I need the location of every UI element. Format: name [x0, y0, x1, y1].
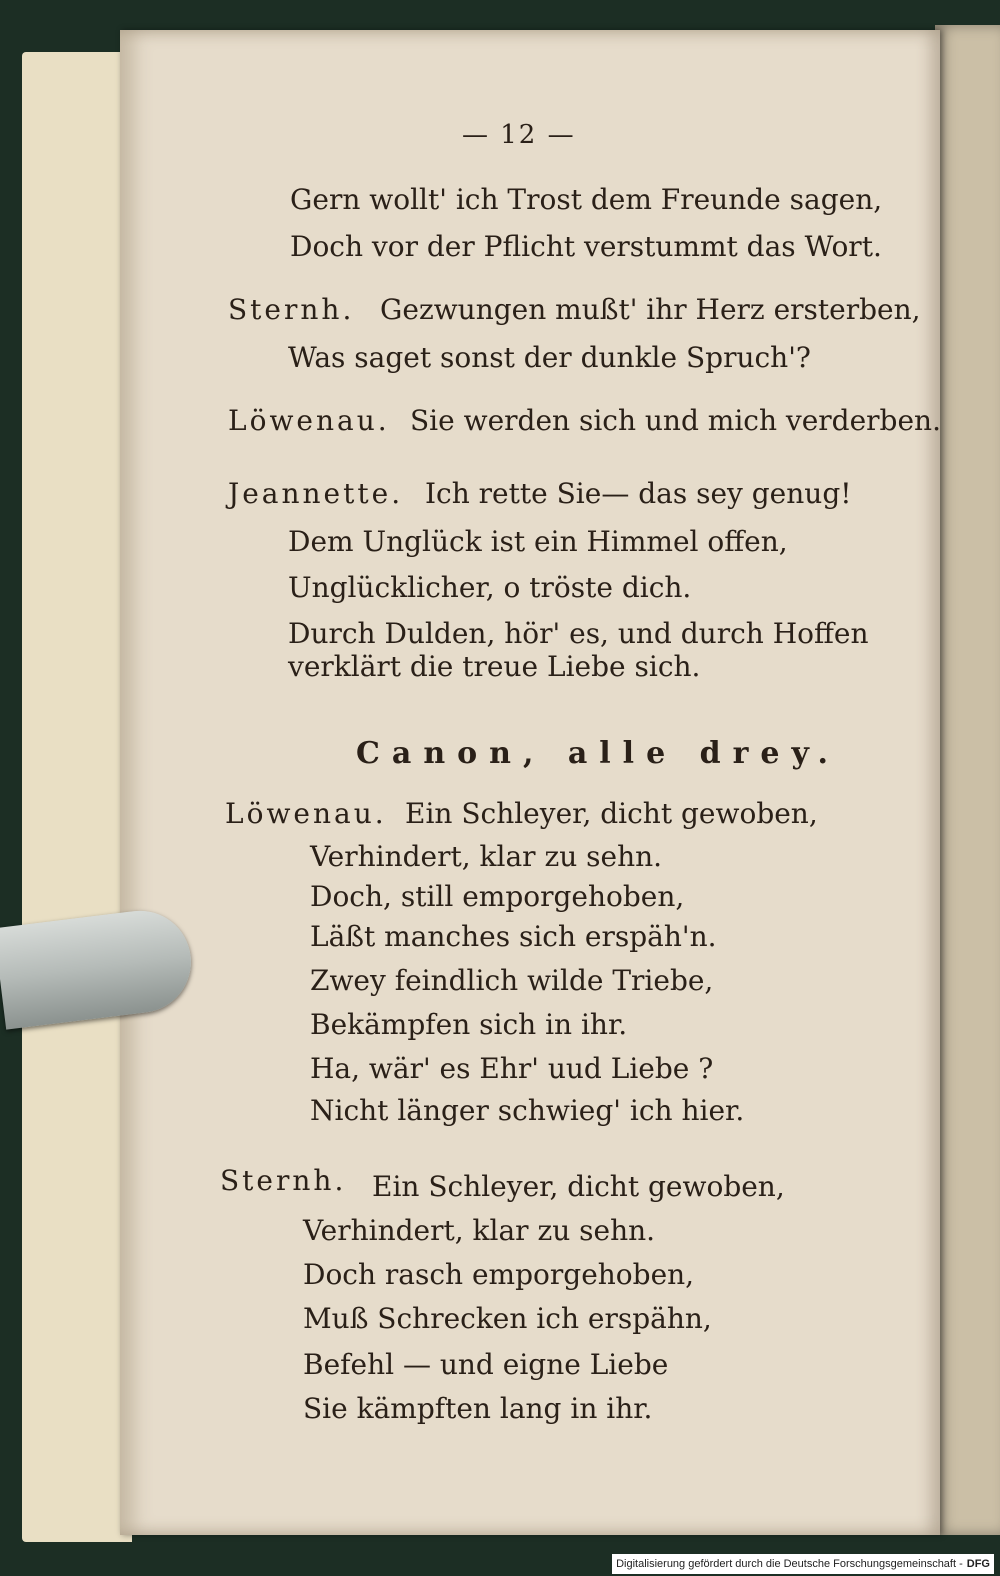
verse-line: Unglücklicher, o tröste dich.: [288, 571, 692, 604]
page-number: — 12 —: [462, 120, 576, 150]
verse-line: Was saget sonst der dunkle Spruch'?: [288, 341, 811, 374]
verse-line: Dem Unglück ist ein Himmel offen,: [288, 525, 788, 558]
section-heading: Canon, alle drey.: [356, 736, 840, 771]
speaker-name: Sternh.: [228, 293, 355, 326]
verse-line: verklärt die treue Liebe sich.: [288, 650, 701, 683]
verse-line: Doch vor der Pflicht verstummt das Wort.: [290, 230, 882, 263]
digitization-footer: [612, 1554, 994, 1574]
verse-line: Nicht länger schwieg' ich hier.: [310, 1094, 745, 1127]
verse-line: Ich rette Sie— das sey genug!: [425, 477, 852, 510]
facing-page-edge: [935, 25, 1000, 1535]
verse-line: Gezwungen mußt' ihr Herz ersterben,: [380, 293, 921, 326]
verse-line: Ha, wär' es Ehr' uud Liebe ?: [310, 1052, 714, 1085]
footer-text: Digitalisierung gefördert durch die Deutsche Forschungsgemeinschaft -: [616, 1558, 963, 1570]
verse-line: Ein Schleyer, dicht gewoben,: [372, 1170, 785, 1203]
dfg-logo-icon: DFG: [966, 1558, 990, 1570]
verse-line: Bekämpfen sich in ihr.: [310, 1008, 628, 1041]
verse-line: Sie werden sich und mich verderben.: [410, 404, 941, 437]
verse-line: Sie kämpften lang in ihr.: [303, 1392, 653, 1425]
speaker-name: Sternh.: [220, 1164, 347, 1197]
verse-line: Durch Dulden, hör' es, und durch Hoffen: [288, 617, 869, 650]
verse-line: Doch rasch emporgehoben,: [303, 1258, 695, 1291]
verse-line: Doch, still emporgehoben,: [310, 880, 685, 913]
verse-line: Befehl — und eigne Liebe: [303, 1348, 669, 1381]
verse-line: Verhindert, klar zu sehn.: [310, 840, 663, 873]
book-edge: [22, 52, 132, 1542]
verse-line: Läßt manches sich erspäh'n.: [310, 920, 717, 953]
verse-line: Ein Schleyer, dicht gewoben,: [405, 797, 818, 830]
speaker-name: Löwenau.: [225, 797, 387, 830]
speaker-name: Jeannette.: [228, 477, 404, 510]
verse-line: Verhindert, klar zu sehn.: [303, 1214, 656, 1247]
verse-line: Muß Schrecken ich erspähn,: [303, 1302, 712, 1335]
verse-line: Gern wollt' ich Trost dem Freunde sagen,: [290, 183, 883, 216]
speaker-name: Löwenau.: [228, 404, 390, 437]
verse-line: Zwey feindlich wilde Triebe,: [310, 964, 714, 997]
